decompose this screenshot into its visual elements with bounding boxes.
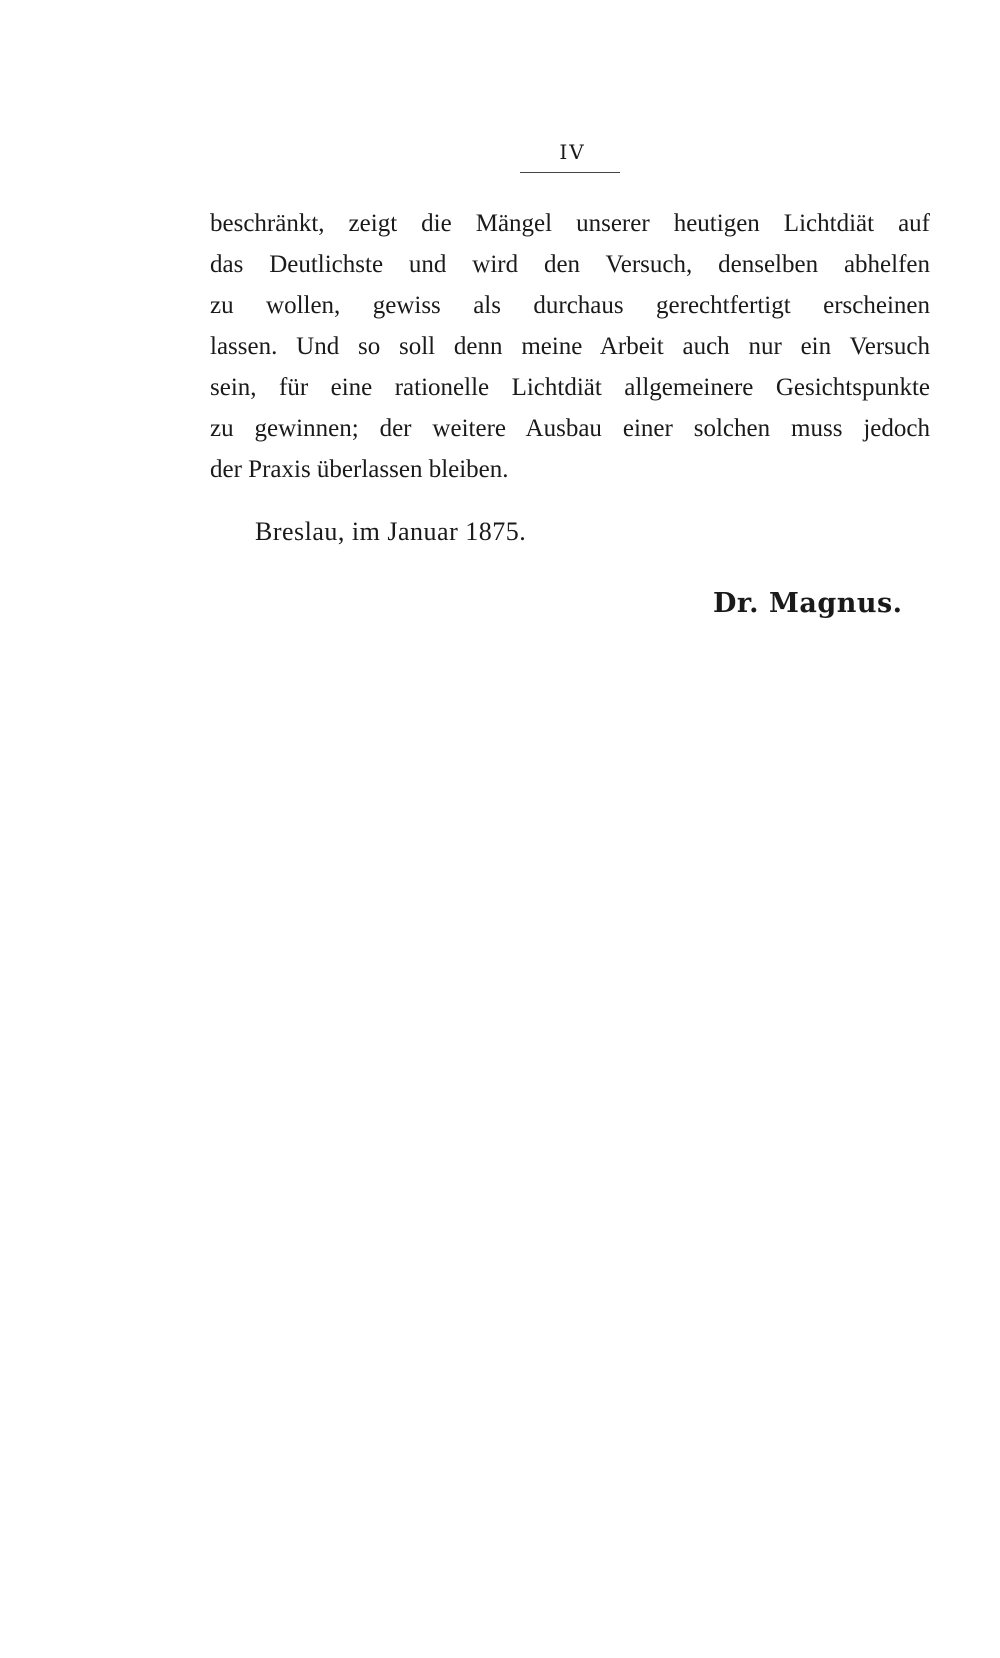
text-line-3: zu wollen, gewiss als durchaus gerechtfertigt erscheinen (210, 292, 930, 319)
text-line-2: das Deutlichste und wird den Versuch, denselben abhelfen (210, 251, 930, 278)
author-signature: Dr. Magnus. (713, 588, 903, 619)
text-line-1: beschränkt, zeigt die Mängel unserer heutigen Lichtdiät auf (210, 210, 930, 237)
body-paragraph (210, 203, 930, 490)
text-line-5: sein, für eine rationelle Lichtdiät allgemeinere Gesichtspunkte (210, 374, 930, 401)
place-date: Breslau, im Januar 1875. (255, 517, 527, 546)
header-rule (520, 172, 620, 173)
page-number: IV (559, 140, 586, 164)
text-line-4: lassen. Und so soll denn meine Arbeit auch nur ein Versuch (210, 333, 930, 360)
text-line-7: der Praxis überlassen bleiben. (210, 456, 509, 483)
text-line-6: zu gewinnen; der weitere Ausbau einer solchen muss jedoch (210, 415, 930, 442)
